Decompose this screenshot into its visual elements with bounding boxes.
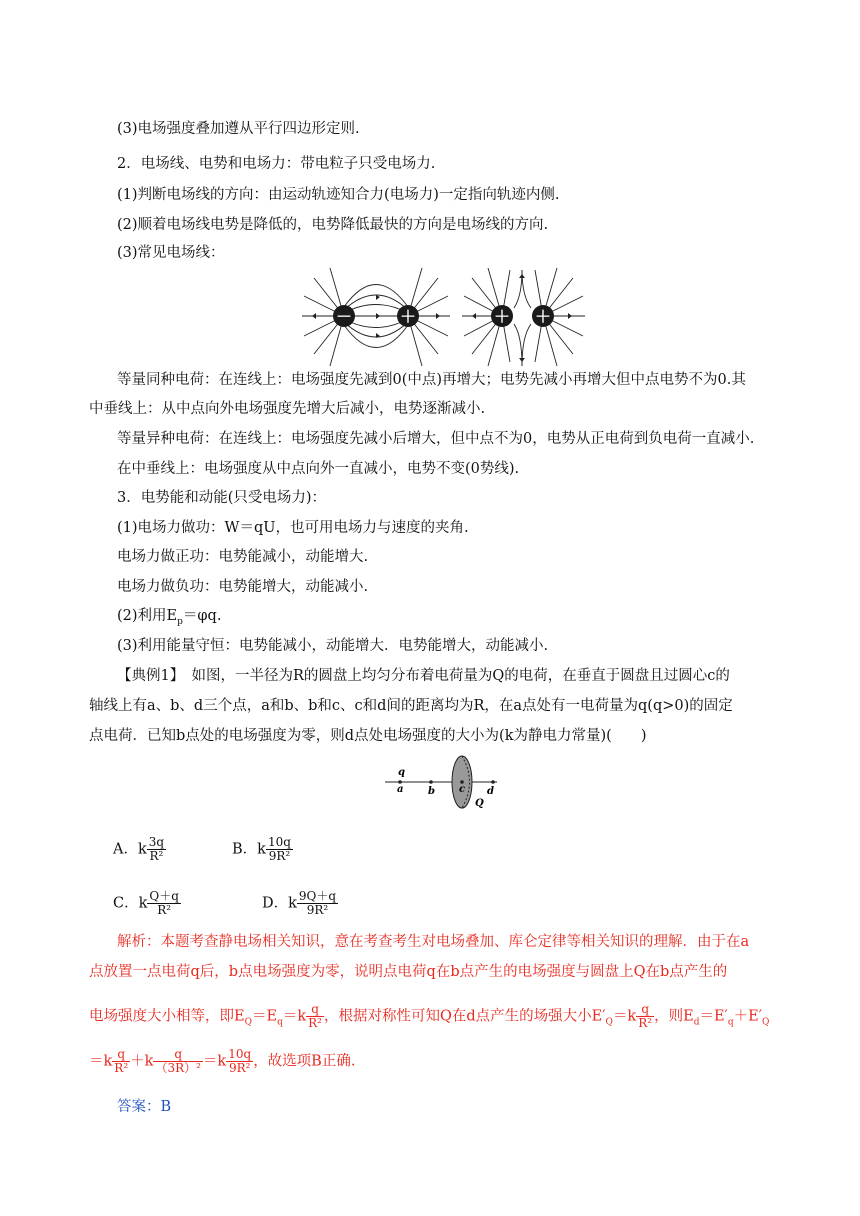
option-b — [232, 836, 293, 863]
option-letter: C．k — [113, 895, 148, 912]
fraction — [147, 836, 166, 863]
analysis-line — [89, 1048, 355, 1075]
text-span: ＝k — [612, 1008, 637, 1025]
field-lines-figure — [300, 266, 600, 372]
denominator: 9R² — [268, 849, 291, 863]
text-line: 等量同种电荷：在连线上：电场强度先减到0(中点)再增大；电势先减小再增大但中点电势不为0.其 — [117, 372, 746, 388]
numerator: q — [153, 1048, 202, 1062]
numerator: q — [636, 1003, 654, 1017]
subscript: p — [177, 616, 183, 627]
subscript: Q — [762, 1017, 770, 1028]
analysis-line — [89, 1003, 769, 1032]
denominator: R² — [149, 849, 164, 863]
example-line: 【典例1】 如图，一半径为R的圆盘上均匀分布着电荷量为Q的电荷，在垂直于圆盘且过圆心c的 — [117, 668, 730, 684]
fraction — [266, 836, 293, 863]
fraction — [112, 1048, 130, 1075]
text-span: ，则E — [654, 1008, 694, 1025]
negative-sign: － — [335, 307, 353, 326]
text-span: ＝k — [282, 1008, 307, 1025]
text-line — [117, 606, 221, 632]
text-span: ＋k — [130, 1053, 154, 1070]
text-span: ，故选项B正确. — [253, 1053, 356, 1070]
subscript: Q — [244, 1017, 252, 1028]
text-span: ＝k — [202, 1053, 227, 1070]
denominator: R² — [638, 1016, 653, 1030]
point-b — [429, 780, 433, 784]
denominator: 9R² — [306, 903, 329, 917]
positive-sign: ＋ — [534, 307, 552, 326]
disk-figure — [385, 752, 505, 810]
numerator: 10q — [267, 835, 291, 849]
numerator: q — [112, 1048, 130, 1062]
text-span: ，根据对称性可知Q在d点产生的场强大小E′ — [324, 1008, 606, 1025]
point-d — [491, 780, 495, 784]
option-letter: A．k — [113, 841, 147, 858]
numerator: 10q — [228, 1047, 252, 1061]
fraction — [147, 890, 181, 917]
option-a — [113, 836, 166, 863]
subscript: q — [727, 1017, 734, 1028]
text-span: 电场强度大小相等，即E — [89, 1008, 245, 1025]
option-letter: D．k — [262, 895, 297, 912]
answer-line: 答案：B — [117, 1099, 172, 1115]
label-b: b — [428, 786, 435, 797]
fraction — [636, 1003, 654, 1030]
numerator: 9Q＋q — [298, 889, 337, 903]
fraction — [153, 1048, 202, 1075]
fraction — [226, 1048, 253, 1075]
text-span: ＝E′ — [699, 1008, 728, 1025]
numerator: q — [306, 1003, 324, 1017]
numerator: 3q — [148, 835, 165, 849]
text-line: (3)电场强度叠加遵从平行四边形定则. — [117, 121, 360, 137]
positive-sign: ＋ — [399, 307, 417, 326]
text-line: 电场力做正功：电势能减小，动能增大. — [117, 549, 369, 565]
text-span: ＝E — [251, 1008, 278, 1025]
label-a: a — [397, 784, 404, 795]
denominator: 9R² — [228, 1061, 251, 1075]
example-line: 点电荷．已知b点处的电场强度为零，则d点处电场强度的大小为(k为静电力常量)( ) — [89, 728, 647, 744]
text-line: (2)顺着电场线电势是降低的，电势降低最快的方向是电场线的方向. — [117, 217, 549, 233]
option-letter: B．k — [232, 841, 266, 858]
analysis-line: 解析：本题考查静电场相关知识，意在考查考生对电场叠加、库仑定律等相关知识的理解．由于在a — [117, 934, 750, 950]
text-line: 电场力做负功：电势能增大，动能减小. — [117, 579, 369, 595]
positive-sign: ＋ — [493, 307, 511, 326]
text-line: (1)电场力做功：W＝qU，也可用电场力与速度的夹角. — [117, 520, 469, 536]
denominator: R² — [114, 1061, 129, 1075]
text-line: 中垂线上：从中点向外电场强度先增大后减小，电势逐渐减小. — [89, 401, 486, 417]
example-line: 轴线上有a、b、d三个点，a和b、b和c、c和d间的距离均为R，在a点处有一电荷量为q(q>0)的固定 — [89, 698, 733, 714]
denominator: （3R）² — [155, 1061, 201, 1075]
text-span: ＝φq. — [182, 608, 222, 624]
text-span: ＋E′ — [733, 1008, 762, 1025]
text-line: 3．电势能和动能(只受电场力)： — [117, 490, 327, 506]
subscript: q — [277, 1017, 283, 1028]
text-line: 在中垂线上：电场强度从中点向外一直减小，电势不变(0势线). — [117, 461, 520, 477]
subscript: d — [693, 1017, 700, 1028]
numerator: Q＋q — [149, 889, 179, 903]
subscript: Q — [605, 1017, 613, 1028]
label-q: q — [398, 767, 405, 778]
text-span: (2)利用E — [117, 608, 178, 624]
label-Q: Q — [475, 798, 484, 809]
label-c: c — [459, 784, 466, 795]
fraction — [306, 1003, 324, 1030]
option-c — [113, 890, 181, 917]
analysis-line: 点放置一点电荷q后，b点电场强度为零，说明点电荷q在b点产生的电场强度与圆盘上Q在b点产生的 — [89, 964, 728, 980]
text-line: 2．电场线、电势和电场力：带电粒子只受电场力. — [117, 156, 436, 172]
text-line: 等量异种电荷：在连线上：电场强度先减小后增大，但中点不为0，电势从正电荷到负电荷一直减小. — [117, 431, 755, 447]
text-span: ＝k — [89, 1053, 113, 1070]
denominator: R² — [308, 1016, 322, 1030]
label-d: d — [487, 786, 494, 797]
text-line: (1)判断电场线的方向：由运动轨迹知合力(电场力)一定指向轨迹内侧. — [117, 187, 560, 203]
denominator: R² — [157, 903, 172, 917]
option-d — [262, 890, 338, 917]
fraction — [297, 890, 338, 917]
text-line: (3)常见电场线： — [117, 245, 225, 261]
text-line: (3)利用能量守恒：电势能减小，动能增大．电势能增大，动能减小. — [117, 638, 549, 654]
